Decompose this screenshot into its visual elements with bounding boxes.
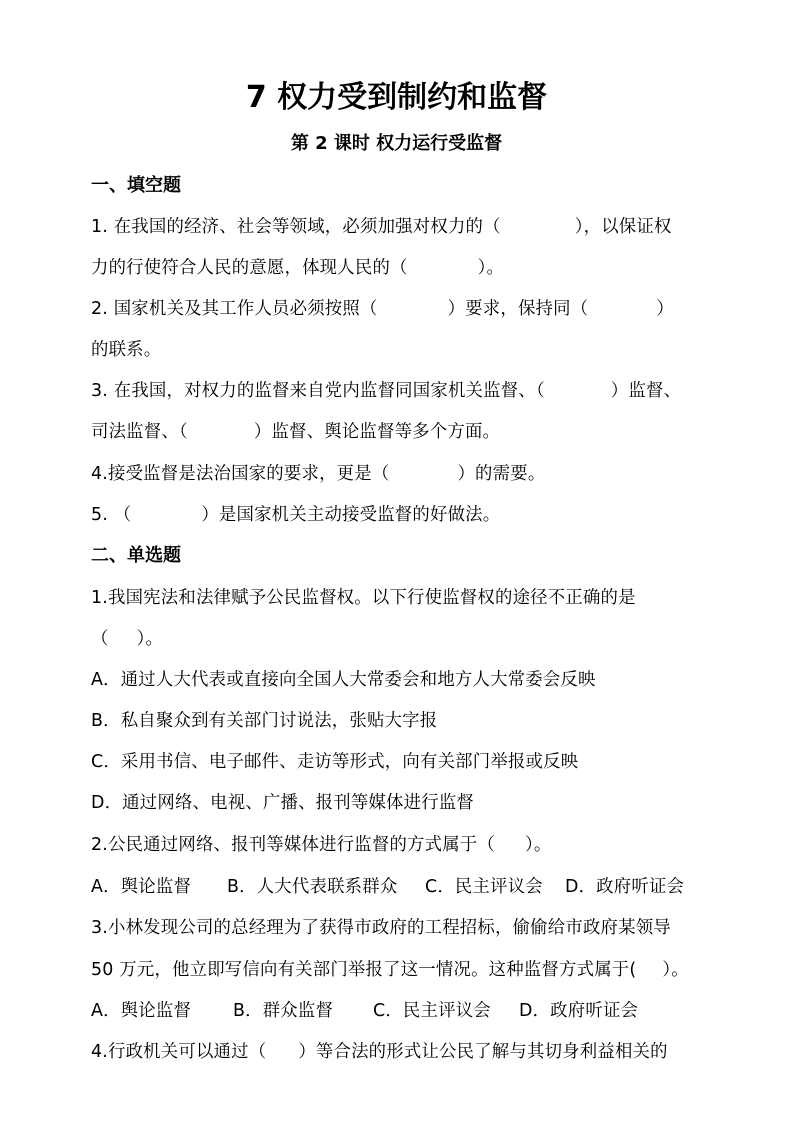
question-text: ）要求，保持同（	[447, 299, 589, 319]
question-line	[91, 254, 504, 282]
question-text: ）。	[136, 629, 164, 649]
question-text: ）。	[662, 960, 689, 980]
question-line: 3.小林发现公司的总经理为了获得市政府的工程招标，偷偷给市政府某领导	[91, 918, 671, 938]
options-row	[91, 873, 684, 901]
option-b: B．私自聚众到有关部门讨说法，张贴大字报	[91, 711, 438, 731]
question-line	[91, 377, 681, 405]
page-title: 7 权力受到制约和监督	[245, 80, 548, 115]
question-text: 4.接受监督是法治国家的要求，更是（	[91, 464, 390, 484]
question-line	[91, 213, 672, 241]
option-c: C．民主评议会	[373, 1001, 491, 1021]
question-line	[91, 418, 500, 446]
option-d: D．政府听证会	[519, 1001, 639, 1021]
question-text: ）监督、	[610, 381, 682, 401]
question-text: 1. 在我国的经济、社会等领域，必须加强对权力的（	[91, 217, 501, 237]
question-line	[91, 956, 689, 984]
option-c: C．采用书信、电子邮件、走访等形式，向有关部门举报或反映	[91, 752, 579, 772]
question-text: 3. 在我国，对权力的监督来自党内监督同国家机关监督、（	[91, 381, 545, 401]
question-text: ）是国家机关主动接受监督的好做法。	[201, 505, 501, 525]
page-subtitle: 第 2 课时 权力运行受监督	[290, 133, 503, 154]
section-heading-single-choice: 二、单选题	[91, 545, 181, 566]
question-line	[91, 295, 674, 323]
option-d: D．通过网络、电视、广播、报刊等媒体进行监督	[91, 793, 474, 813]
section-heading-fill-in: 一、填空题	[91, 175, 181, 196]
question-text: ）。	[477, 258, 505, 278]
option-a: A．舆论监督	[91, 877, 192, 897]
question-text: ）。	[525, 835, 552, 855]
options-row	[91, 997, 638, 1025]
question-text: 司法监督、（	[91, 422, 188, 442]
question-text: 50 万元，他立即写信向有关部门举报了这一情况。这种监督方式属于(	[91, 960, 637, 980]
option-b: B．群众监督	[233, 1001, 334, 1021]
question-text: （	[91, 629, 109, 649]
option-a: A．舆论监督	[91, 1001, 192, 1021]
question-text: 4.行政机关可以通过（	[91, 1042, 267, 1062]
option-d: D．政府听证会	[565, 877, 685, 897]
question-text: 力的行使符合人民的意愿，体现人民的（	[91, 258, 408, 278]
question-text: ）等合法的形式让公民了解与其切身利益相关的	[298, 1042, 668, 1062]
question-line	[91, 831, 551, 859]
option-b: B．人大代表联系群众	[227, 877, 398, 897]
option-c: C．民主评议会	[425, 877, 543, 897]
question-text: ）	[656, 299, 674, 319]
question-line: 的联系。	[91, 340, 162, 360]
question-line	[91, 625, 163, 653]
question-text: ）的需要。	[457, 464, 546, 484]
question-text: ）监督、舆论监督等多个方面。	[253, 422, 501, 442]
question-text: 2. 国家机关及其工作人员必须按照（	[91, 299, 378, 319]
question-text: 5. （	[91, 505, 132, 525]
question-text: 2.公民通过网络、报刊等媒体进行监督的方式属于（	[91, 835, 495, 855]
option-a: A．通过人大代表或直接向全国人大常委会和地方人大常委会反映	[91, 670, 596, 690]
question-line	[91, 460, 545, 488]
question-line	[91, 1038, 668, 1066]
question-line	[91, 501, 500, 529]
question-text: ），以保证权	[574, 217, 672, 237]
question-line: 1.我国宪法和法律赋予公民监督权。以下行使监督权的途径不正确的是	[91, 588, 636, 608]
